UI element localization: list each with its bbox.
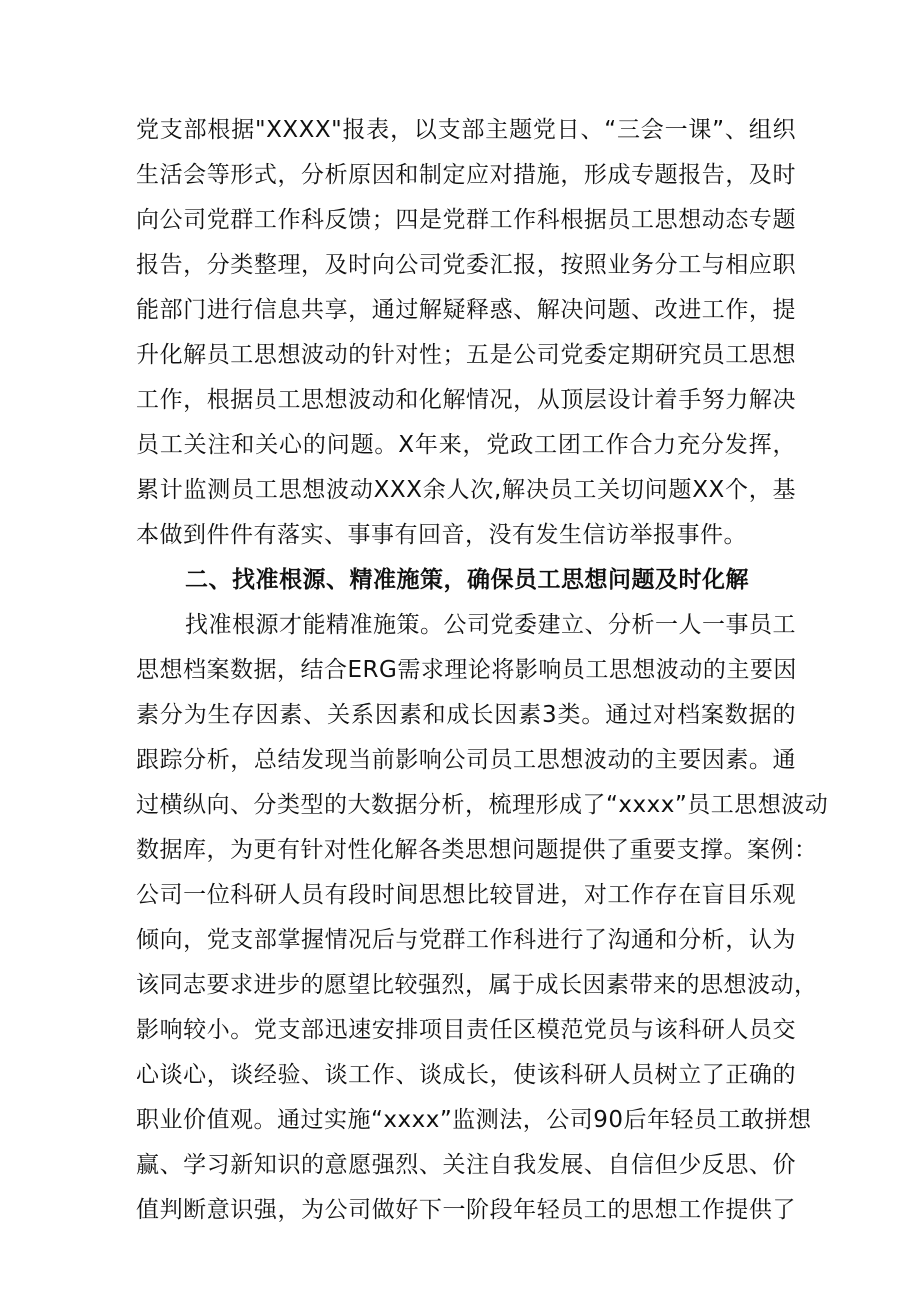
paragraph-line: 生活会等形式，分析原因和制定应对措施，形成专题报告，及时: [136, 162, 796, 188]
paragraph-line: 累计监测员工思想波动XXX余人次,解决员工关切问题XX个，基: [136, 477, 796, 503]
paragraph-line: 倾向，党支部掌握情况后与党群工作科进行了沟通和分析，认为: [136, 927, 796, 953]
paragraph-line: 过横纵向、分类型的大数据分析，梳理形成了“xxxx”员工思想波动: [136, 792, 829, 818]
paragraph-line: 心谈心，谈经验、谈工作、谈成长，使该科研人员树立了正确的: [136, 1062, 796, 1088]
paragraph-line: 能部门进行信息共享，通过解疑释惑、解决问题、改进工作，提: [136, 297, 796, 323]
paragraph-line: 员工关注和关心的问题。X年来，党政工团工作合力充分发挥，: [136, 432, 796, 458]
paragraph-line: 素分为生存因素、关系因素和成长因素3类。通过对档案数据的: [136, 702, 796, 728]
paragraph-line: 数据库，为更有针对性化解各类思想问题提供了重要支撑。案例：: [136, 837, 818, 863]
paragraph-line: 该同志要求进步的愿望比较强烈，属于成长因素带来的思想波动，: [136, 972, 818, 998]
paragraph-line: 职业价值观。通过实施“xxxx”监测法，公司90后年轻员工敢拼想: [136, 1107, 812, 1133]
paragraph-line: 找准根源才能精准施策。公司党委建立、分析一人一事员工: [185, 612, 796, 638]
paragraph-line: 思想档案数据，结合ERG需求理论将影响员工思想波动的主要因: [136, 657, 797, 683]
paragraph-line: 工作，根据员工思想波动和化解情况，从顶层设计着手努力解决: [136, 387, 796, 413]
section-heading: 二、找准根源、精准施策，确保员工思想问题及时化解: [185, 567, 749, 593]
paragraph-line: 向公司党群工作科反馈；四是党群工作科根据员工思想动态专题: [136, 207, 796, 233]
paragraph-line: 跟踪分析，总结发现当前影响公司员工思想波动的主要因素。通: [136, 747, 796, 773]
paragraph-line: 公司一位科研人员有段时间思想比较冒进，对工作存在盲目乐观: [136, 882, 796, 908]
paragraph-line: 报告，分类整理，及时向公司党委汇报，按照业务分工与相应职: [136, 252, 796, 278]
paragraph-line: 值判断意识强，为公司做好下一阶段年轻员工的思想工作提供了: [136, 1197, 796, 1223]
paragraph-line: 党支部根据"XXXX"报表，以支部主题党日、“三会一课”、组织: [136, 117, 796, 143]
paragraph-line: 影响较小。党支部迅速安排项目责任区模范党员与该科研人员交: [136, 1017, 796, 1043]
paragraph-line: 升化解员工思想波动的针对性；五是公司党委定期研究员工思想: [136, 342, 796, 368]
paragraph-line: 本做到件件有落实、事事有回音，没有发生信访举报事件。: [136, 522, 747, 548]
paragraph-line: 赢、学习新知识的意愿强烈、关注自我发展、自信但少反思、价: [136, 1152, 796, 1178]
